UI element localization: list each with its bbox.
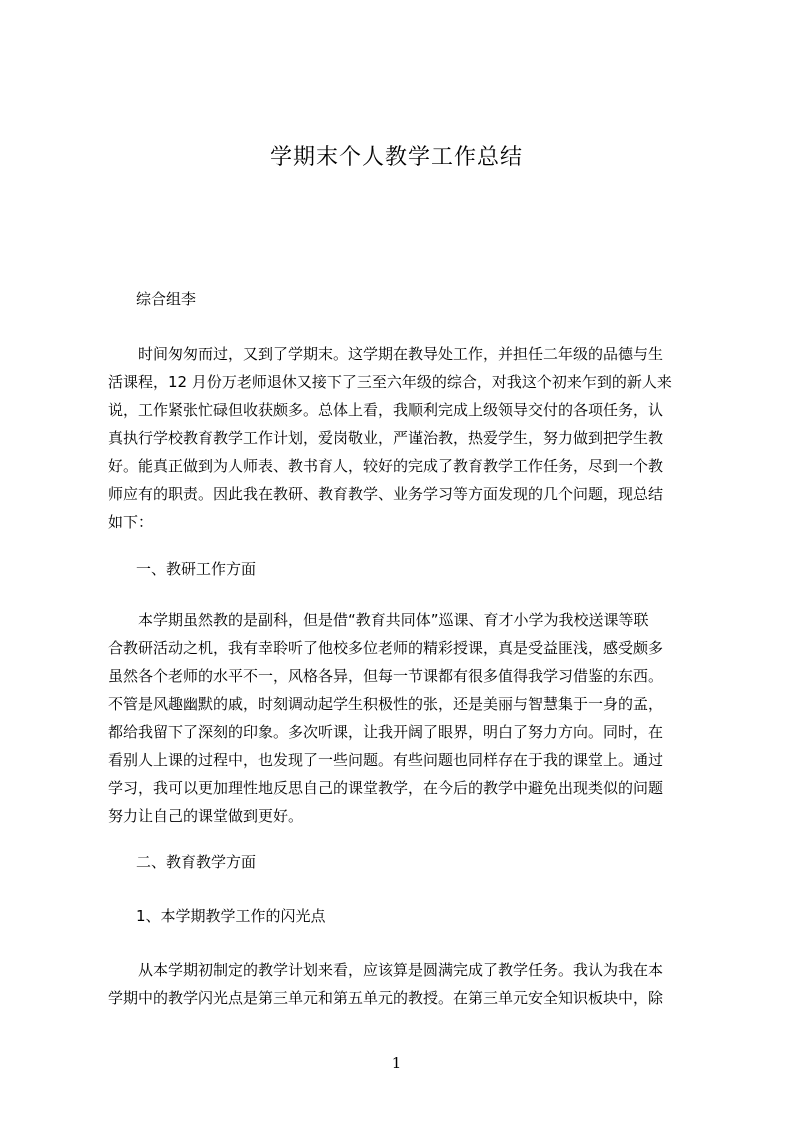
page-number: 1 (391, 1054, 402, 1072)
author-line: 综合组李 (136, 290, 197, 308)
paragraph-line: 努力让自己的课堂做到更好。 (108, 807, 304, 825)
intro-line: 真执行学校教育教学工作计划，爱岗敬业，严谨治教，热爱学生，努力做到把学生教 (108, 429, 664, 447)
intro-line: 时间匆匆而过，又到了学期末。这学期在教导处工作，并担任二年级的品德与生 (108, 345, 664, 363)
paragraph-line: 不管是风趣幽默的戚，时刻调动起学生积极性的张，还是美丽与智慧集于一身的孟， (108, 695, 664, 713)
intro-paragraph (108, 340, 698, 536)
intro-line: 活课程，12 月份万老师退休又接下了三至六年级的综合，对我这个初来乍到的新人来 (108, 373, 672, 391)
intro-line: 如下： (108, 513, 154, 531)
paragraph-line: 从本学期初制定的教学计划来看，应该算是圆满完成了教学任务。我认为我在本 (108, 961, 664, 979)
paragraph-line: 合教研活动之机，我有幸聆听了他校多位老师的精彩授课，真是受益匪浅，感受颇多 (108, 639, 664, 657)
section-research-paragraph (108, 606, 698, 830)
subsection-heading-highlights: 1、本学期教学工作的闪光点 (136, 907, 326, 925)
section-heading-teaching: 二、教育教学方面 (136, 853, 257, 871)
paragraph-line: 学期中的教学闪光点是第三单元和第五单元的教授。在第三单元安全知识板块中，除 (108, 989, 664, 1007)
paragraph-line: 学习，我可以更加理性地反思自己的课堂教学，在今后的教学中避免出现类似的问题 (108, 779, 664, 797)
section-teaching-paragraph (108, 956, 698, 1012)
intro-line: 师应有的职责。因此我在教研、教育教学、业务学习等方面发现的几个问题，现总结 (108, 485, 664, 503)
paragraph-line: 虽然各个老师的水平不一，风格各异，但每一节课都有很多值得我学习借鉴的东西。 (108, 667, 664, 685)
paragraph-line: 看别人上课的过程中，也发现了一些问题。有些问题也同样存在于我的课堂上。通过 (108, 751, 664, 769)
document-title: 学期末个人教学工作总结 (269, 145, 523, 170)
section-heading-research: 一、教研工作方面 (136, 560, 257, 578)
intro-line: 说，工作紧张忙碌但收获颇多。总体上看，我顺利完成上级领导交付的各项任务，认 (108, 401, 664, 419)
paragraph-line: 本学期虽然教的是副科，但是借“教育共同体”巡课、育才小学为我校送课等联 (108, 611, 649, 629)
paragraph-line: 都给我留下了深刻的印象。多次听课，让我开阔了眼界，明白了努力方向。同时，在 (108, 723, 664, 741)
intro-line: 好。能真正做到为人师表、教书育人，较好的完成了教育教学工作任务，尽到一个教 (108, 457, 664, 475)
